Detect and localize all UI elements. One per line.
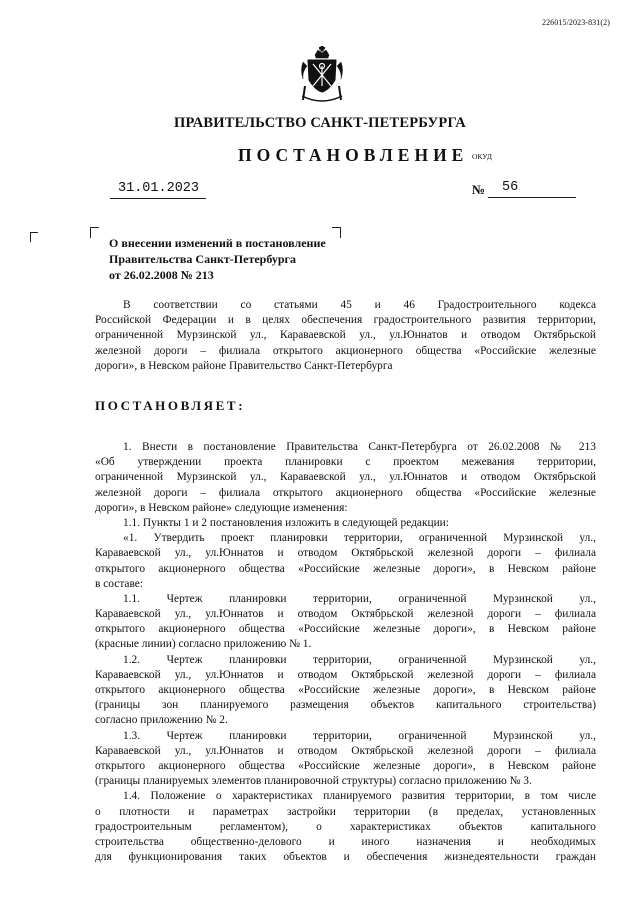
document-number: 226015/2023-831(2) (541, 18, 610, 27)
text-line: 1.4. Положение о характеристиках планируемого развития территории, в том числе (123, 790, 596, 803)
text-line: Российской Федерации и в целях обеспечения градостроительного развития территории, (95, 314, 596, 327)
government-title: ПРАВИТЕЛЬСТВО САНКТ-ПЕТЕРБУРГА (174, 115, 466, 131)
subject-bracket-right (332, 227, 341, 238)
resolves-heading: ПОСТАНОВЛЯЕТ: (95, 398, 246, 413)
text-line: железной дороги – филиала открытого акционерного общества «Российские железные (95, 344, 596, 357)
text-line: (границы планируемых элементов планировочной структуры) согласно приложению № 3. (95, 775, 532, 788)
subject-line: О внесении изменений в постановление (109, 236, 326, 250)
coat-of-arms-emblem (299, 46, 345, 104)
preamble-paragraph (95, 298, 596, 374)
text-line: открытого акционерного общества «Российские железные дороги», в Невском районе (95, 623, 596, 636)
resolution-body (95, 440, 596, 865)
text-line: 1.1. Пункты 1 и 2 постановления изложить в следующей редакции: (123, 516, 449, 529)
document-number-value: 56 (502, 180, 519, 195)
text-line: Караваевской ул., ул.Юннатов и отводом Октябрьской железной дороги – филиала (95, 668, 596, 681)
text-line: «1. Утвердить проект планировки территории, ограниченной Мурзинской ул., (123, 532, 596, 545)
text-line: дороги», в Невском районе» следующие изменения: (95, 501, 348, 514)
document-type: ПОСТАНОВЛЕНИЕ (238, 145, 469, 165)
text-line: в составе: (95, 577, 144, 590)
text-line: согласно приложению № 2. (95, 714, 228, 727)
subject-bracket-left (90, 227, 99, 238)
margin-corner-mark (30, 232, 38, 242)
number-underline (488, 197, 576, 198)
text-line: железной дороги – филиала открытого акционерного общества «Российские железные (95, 486, 596, 499)
text-line: (границы зон планируемого размещения объектов капитального строительства) (95, 699, 596, 712)
okud-label: ОКУД (472, 152, 492, 161)
text-line: (красные линии) согласно приложению № 1. (95, 638, 312, 651)
subject-line: от 26.02.2008 № 213 (109, 268, 214, 282)
text-line: Караваевской ул., ул.Юннатов и отводом Октябрьской железной дороги – филиала (95, 608, 596, 621)
text-line: 1.1. Чертеж планировки территории, ограниченной Мурзинской ул., (123, 592, 596, 605)
text-line: 1.3. Чертеж планировки территории, ограниченной Мурзинской ул., (123, 729, 596, 742)
text-line: В соответствии со статьями 45 и 46 Градостроительного кодекса (123, 299, 596, 311)
text-line: градостроительным регламентом), о характеристиках объектов капитального (95, 820, 596, 833)
text-line: открытого акционерного общества «Российские железные дороги», в Невском районе (95, 684, 596, 696)
text-line: ограниченной Мурзинской ул., Караваевской ул., ул.Юннатов и отводом Октябрьской (95, 329, 596, 342)
subject-line: Правительства Санкт-Петербурга (109, 252, 297, 266)
text-line: «Об утверждении проекта планировки с проектом межевания территории, (95, 456, 596, 469)
subject-block (109, 235, 326, 283)
text-line: Караваевской ул., ул.Юннатов и отводом Октябрьской железной дороги – филиала (95, 547, 596, 560)
text-line: Караваевской ул., ул.Юннатов и отводом Октябрьской железной дороги – филиала (95, 744, 596, 757)
text-line: ограниченной Мурзинской ул., Караваевской ул., ул.Юннатов и отводом Октябрьской (95, 471, 596, 484)
number-label: № (472, 182, 486, 197)
text-line: дороги», в Невском районе Правительство Санкт-Петербурга (95, 359, 393, 372)
text-line: строительства общественно-делового и иного назначения и необходимых (95, 835, 596, 848)
text-line: для функционирования таких объектов и обеспечения жизнедеятельности граждан (95, 851, 596, 864)
text-line: о плотности и параметрах застройки территории (в пределах, установленных (95, 805, 596, 818)
text-line: открытого акционерного общества «Российские железные дороги», в Невском районе (95, 759, 596, 772)
text-line: открытого акционерного общества «Российские железные дороги», в Невском районе (95, 562, 596, 575)
text-line: 1.2. Чертеж планировки территории, ограниченной Мурзинской ул., (123, 653, 596, 666)
date-underline (110, 198, 206, 199)
text-line: 1. Внести в постановление Правительства Санкт-Петербурга от 26.02.2008 № 213 (123, 441, 596, 453)
document-date: 31.01.2023 (118, 181, 200, 196)
